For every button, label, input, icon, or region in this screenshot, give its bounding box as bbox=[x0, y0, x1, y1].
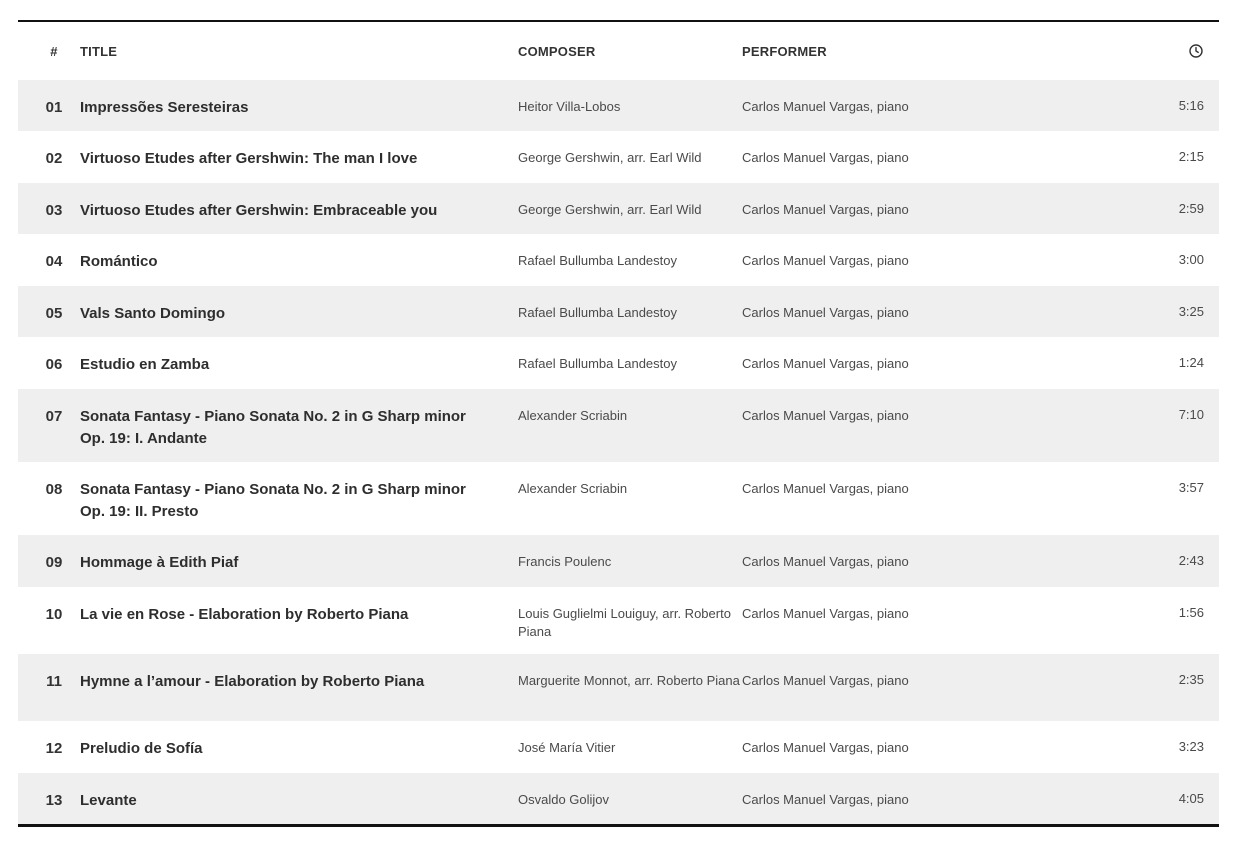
track-composer: Rafael Bullumba Landestoy bbox=[518, 253, 677, 268]
track-title: Preludio de Sofía bbox=[80, 740, 203, 757]
track-number: 07 bbox=[45, 408, 63, 425]
table-row[interactable] bbox=[18, 389, 1219, 462]
track-title: Sonata Fantasy - Piano Sonata No. 2 in G Sharp minor Op. 19: II. Presto bbox=[80, 481, 466, 520]
track-title: Levante bbox=[80, 792, 137, 809]
track-duration: 2:35 bbox=[1178, 672, 1204, 687]
track-performer: Carlos Manuel Vargas, piano bbox=[742, 356, 909, 371]
track-duration: 3:25 bbox=[1178, 304, 1204, 319]
header-duration bbox=[1159, 44, 1219, 58]
header-performer: PERFORMER bbox=[742, 43, 827, 59]
track-performer: Carlos Manuel Vargas, piano bbox=[742, 408, 909, 423]
track-composer: Louis Guglielmi Louiguy, arr. Roberto Piana bbox=[518, 606, 731, 639]
track-duration: 4:05 bbox=[1178, 791, 1204, 806]
track-composer: Rafael Bullumba Landestoy bbox=[518, 305, 677, 320]
table-row[interactable] bbox=[18, 773, 1219, 824]
header-num: # bbox=[50, 43, 58, 59]
track-performer: Carlos Manuel Vargas, piano bbox=[742, 305, 909, 320]
track-composer: George Gershwin, arr. Earl Wild bbox=[518, 150, 702, 165]
track-composer: Marguerite Monnot, arr. Roberto Piana bbox=[518, 673, 740, 688]
track-title: Romántico bbox=[80, 253, 158, 270]
track-duration: 2:15 bbox=[1178, 149, 1204, 164]
track-performer: Carlos Manuel Vargas, piano bbox=[742, 202, 909, 217]
track-title: Impressões Seresteiras bbox=[80, 99, 249, 116]
track-title: Estudio en Zamba bbox=[80, 356, 210, 373]
clock-icon bbox=[1189, 44, 1203, 58]
track-composer: Francis Poulenc bbox=[518, 554, 612, 569]
track-performer: Carlos Manuel Vargas, piano bbox=[742, 740, 909, 755]
track-number: 09 bbox=[45, 554, 63, 571]
table-row[interactable] bbox=[18, 80, 1219, 131]
tracklist-table bbox=[18, 20, 1219, 827]
track-composer: George Gershwin, arr. Earl Wild bbox=[518, 202, 702, 217]
track-composer: Heitor Villa-Lobos bbox=[518, 99, 621, 114]
track-number: 03 bbox=[45, 202, 63, 219]
track-duration: 5:16 bbox=[1178, 98, 1204, 113]
header-composer: COMPOSER bbox=[518, 43, 596, 59]
track-number: 05 bbox=[45, 305, 63, 322]
table-row[interactable] bbox=[18, 234, 1219, 286]
tracklist-header bbox=[18, 22, 1219, 80]
track-number: 04 bbox=[45, 253, 63, 270]
track-composer: Rafael Bullumba Landestoy bbox=[518, 356, 677, 371]
track-number: 02 bbox=[45, 150, 63, 167]
track-performer: Carlos Manuel Vargas, piano bbox=[742, 606, 909, 621]
track-performer: Carlos Manuel Vargas, piano bbox=[742, 99, 909, 114]
track-number: 11 bbox=[46, 673, 62, 690]
table-row[interactable] bbox=[18, 654, 1219, 721]
track-title: Virtuoso Etudes after Gershwin: Embraceable you bbox=[80, 202, 438, 219]
track-duration: 3:23 bbox=[1178, 739, 1204, 754]
track-performer: Carlos Manuel Vargas, piano bbox=[742, 554, 909, 569]
table-row[interactable] bbox=[18, 337, 1219, 389]
track-number: 08 bbox=[45, 481, 63, 498]
track-duration: 7:10 bbox=[1178, 407, 1204, 422]
track-performer: Carlos Manuel Vargas, piano bbox=[742, 673, 909, 688]
track-duration: 2:43 bbox=[1178, 553, 1204, 568]
track-duration: 3:57 bbox=[1178, 480, 1204, 495]
table-row[interactable] bbox=[18, 183, 1219, 234]
track-title: Virtuoso Etudes after Gershwin: The man I love bbox=[80, 150, 418, 167]
track-title: Hymne a l’amour - Elaboration by Roberto Piana bbox=[80, 673, 425, 690]
track-number: 01 bbox=[45, 99, 63, 116]
table-row[interactable] bbox=[18, 286, 1219, 337]
track-title: Vals Santo Domingo bbox=[80, 305, 226, 322]
track-duration: 1:56 bbox=[1178, 605, 1204, 620]
track-duration: 2:59 bbox=[1178, 201, 1204, 216]
table-row[interactable] bbox=[18, 721, 1219, 773]
track-duration: 1:24 bbox=[1178, 355, 1204, 370]
track-number: 06 bbox=[45, 356, 63, 373]
track-composer: Alexander Scriabin bbox=[518, 408, 628, 423]
track-composer: José María Vitier bbox=[518, 740, 616, 755]
table-row[interactable] bbox=[18, 535, 1219, 587]
table-row[interactable] bbox=[18, 587, 1219, 654]
table-row[interactable] bbox=[18, 462, 1219, 535]
track-performer: Carlos Manuel Vargas, piano bbox=[742, 253, 909, 268]
track-performer: Carlos Manuel Vargas, piano bbox=[742, 481, 909, 496]
track-number: 13 bbox=[45, 792, 63, 809]
track-number: 10 bbox=[45, 606, 63, 623]
table-row[interactable] bbox=[18, 131, 1219, 183]
track-performer: Carlos Manuel Vargas, piano bbox=[742, 150, 909, 165]
track-composer: Alexander Scriabin bbox=[518, 481, 628, 496]
track-title: La vie en Rose - Elaboration by Roberto Piana bbox=[80, 606, 409, 623]
track-title: Sonata Fantasy - Piano Sonata No. 2 in G Sharp minor Op. 19: I. Andante bbox=[80, 408, 466, 447]
track-number: 12 bbox=[45, 740, 63, 757]
track-duration: 3:00 bbox=[1178, 252, 1204, 267]
track-composer: Osvaldo Golijov bbox=[518, 792, 610, 807]
track-title: Hommage à Edith Piaf bbox=[80, 554, 239, 571]
header-title: TITLE bbox=[80, 43, 118, 59]
track-performer: Carlos Manuel Vargas, piano bbox=[742, 792, 909, 807]
